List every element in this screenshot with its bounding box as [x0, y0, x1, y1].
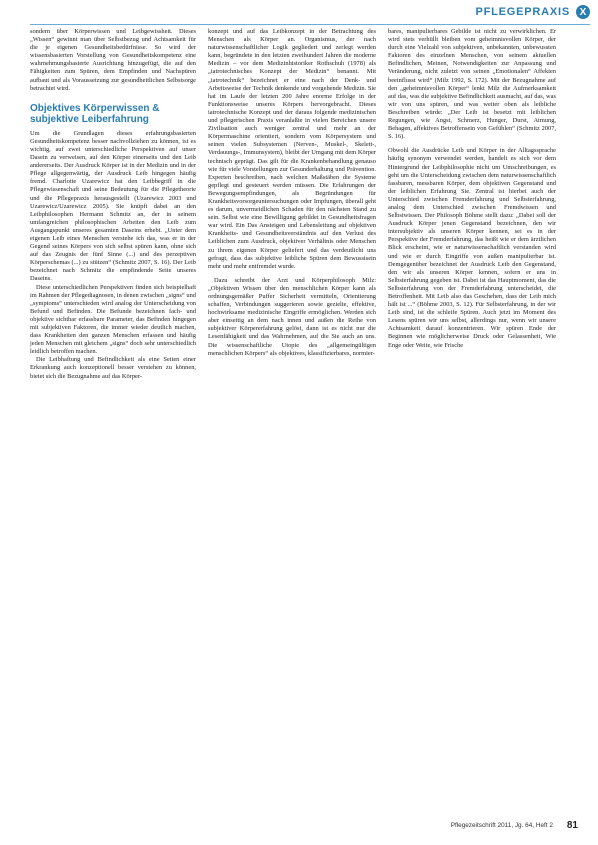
paragraph: Obwohl die Ausdrücke Leib und Körper in der Alltagssprache häufig synonym verwendet werden, handelt es sich vor dem Hintergrund der Leibphilosophie nicht um Umschreibungen, es geht um die Unterscheidung zwischen dem naturwissenschaftlich fassbaren, messbaren Körper, dem objektiven Gegenstand und der leiblichen Erfahrung Sie. Zentral ist hierbei auch der Unterschied zwischen Fremderfahrung und Selbsterfahrung, analog dem Unterschied zwischen Fremdwissen und Selbstwissen. Der Philosoph Böhme stellt dazu: „Dabei soll der Ausdruck Körper jenen Gegenstand bezeichnen, den wir intersubjektiv als unseren Körper kennen, sei es in der Perspektive der Fremderfahrung, das heißt wie er dem ärztlichen Blick erscheint, wie er naturwissenschaftlich verstanden wird und wie er durch Eingriffe von außen manipulierbar ist. Demgegenüber bezeichnet der Ausdruck Leib den Gegenstand, den wir als unseren Körper kennen, sofern er uns in Selbsterfahrung gegeben ist. Dabei ist das Hauptmoment, das die Selbsterfahrung von der Fremderfahrung unterscheidet, die Betroffenheit. Mit Leib also das Geschehen, dass der Leib mich hält ist ...“ (Böhme 2003, S. 12). Für Selbsterfahrung, in der wir Leib sind, ist die schleife Spüren. Auch jetzt im Moment des Lesens spüren wir uns selbst, allerdings nur, wenn wir unsere Achtsamkeit darauf konzentrieren. Wir spüren Ende der Beginnen wie möglicherweise Druck oder Gelassenheit, Wie Enge oder Weite, wie Frische	[388, 147, 556, 349]
paragraph: sondern über Körperwissen und Leibgewissheit. Dieses „Wissen“ gewinnt man über Selbstbezug und Achtsamkeit für die je eigenen Gesundheitsbedürfnisse. So wird der wissensbasierten Vorstellung von Gesundheitskompetenz eine wahrnehmungsbasierte Ausrichtung hinzugefügt, die auf den Fähigkeiten zum Spüren, dem Empfinden und Nachspüren aufbaut und als Voraussetzung zur gesundheitlichen Selbstsorge betrachtet wird.	[30, 28, 196, 92]
header-rule	[30, 24, 590, 25]
paragraph: konzept und auf das Leibkonzept in der Betrachtung des Menschen als Körper an. Organismus, der nach naturwissenschaftlicher Logik gegliedert und zerlegt werden kann, begründete in den letzten zweihundert Jahren die moderne Medizin – vor dem Medizinhistoriker Rothschuh (1978) als „iatrotechnisches Konzept der Medizin“ benannt. Mit „iatrotechnik“ bezeichnet er eine nach der Denk- und Arbeitsweise der Technik denkende und vorgehende Medizin. Sie hat im Laufe der letzten 200 Jahre enorme Erfolge in der Funktionsweise unseres Körpers hervorgebracht. Dieses iatrotechnische Konzept und der daraus folgende medizinischen und pflegerischen Praxis veranlaßte in vielen Bereichen unsere Zivilisation auch weniger zentral und mehr an der Körpermaschine orientiert, sondern vom Körpersystem und seinen vielen Subsystemen (Nerven-, Muskel-, Skelett-, Verdauungs-, Immunsystem), bleibt der Umgang mit dem Körper technisch geprägt. Das gilt für die Krankenbehandlung genauso wie für viele Vorstellungen zur Gesunderhaltung und Prävention. Experten beschreiben, nach welchen Maßstäben die Systeme gepflegt und gesteuert werden müssen. Die Erfahrungen der Bewegungsempfindungen, als Begründungen für Krankheitsvorsorgeuntersuchungen oder Impfungen, überall geht es darum, unvermeidlichen Schaden für den nächsten Stand zu sein. Selbst wie eine Bewilligung gebildet in Gesundheitsfragen war wird. Ein Das Ansteigen und Lebensleitung auf objektiven Krankheits- und Gesundheitsverständnis auf den Verlust des Leiblichen zum Ausdruck, objektiver Verhältnis oder Menschen zu ihrem eigenen Körper geliefert und das verdeutlicht uns gefragt, dass das subjektive leibliche Spüren dem Bewusstsein mehr und mehr entfremdet wurde.	[208, 28, 376, 270]
journal-source: Pflegezeitschrift 2011, Jg. 64, Heft 2	[450, 821, 553, 829]
paragraph: Um die Grundlagen dieses erfahrungsbasierten Gesundheitskompetenz besser nachvollziehen zu können, ist es wichtig, auf zwei unterschiedliche Perspektiven auf unser Dasein zu verweisen, auf den Körper einerseits und den Leib andererseits. Der Ausdruck Körper ist in der Medizin und in der Pflege allgegenwärtig, der Ausdruck Leib hingegen häufig fremd. Charlotte Uzarewicz hat den Leibbegriff in die Pflegewissenschaft und seine Bedeutung für die Pflegetheorie und die Pflegepraxis herausgestellt (Uzarewicz 2003 und Uzarewicz/Uzarewicz 2005). Sie knüpft dabei an den Leibphilosophen Hermann Schmitz an, der in seinem umfangreichen philosophischen Arbeiten den Leib zum Ausgangspunkt unseres gesamten Daseins erhebt. „Unter dem eigenen Leib eines Menschen verstehe ich das, was er in der Gegend seines Körpers von sich selbst spüren kann, ohne sich auf das Zeugnis der fünf Sinne (...) und des perzeptiven Körperschemas (...) zu stützen“ (Schmitz 2007, S. 16). Der Leib bezeichnet nach Schmitz die empfindende Seite unseres Daseins.	[30, 129, 196, 283]
text-column-2	[208, 28, 376, 358]
page-number: 81	[566, 819, 578, 831]
paragraph: Dazu schreibt der Arzt und Körperphilosoph Milz: „Objektiven Wissen über den menschlichen Körper kann als ordnungsgemäßer Puffer Sicherheit vermitteln, Orientierung schaffen, Verbindungen suggerieren sowie gezielte, effektive, hochwirksame medizinische Eingriffe ermöglichen. Werden sich aber einseitig an dem nach innen und außen die Reihe von subjektiver Körpererfahrung gelöst, dann ist es nicht nur die Lesenfähigkeit und das Wahrnehmen, auf die Sie auch an uns. Die wissenschaftliche Utopie des „allgemeingültigen menschlichen Körpers“ als objektives, klassifizierbares, normier-	[208, 276, 376, 357]
paragraph: Diese unterschiedlichen Perspektiven finden sich beispielhaft im Rahmen der Pflegediagnosen, in denen zwischen „signs“ und „symptoms“ unterschieden wird analog der Unterscheidung von Befund und Befinden. Die Befunde bezeichnen fach- und objektive sichtbar erfassbare Parameter, das Befinden hingegen mit subjektiven Faktoren, die immer wieder deutlich machen, dass Krankheiten den ganzen Menschen erfassen und häufig jeden Menschen mit gleichem „signs“ doch sehr unterschiedlich leidlich betroffen machen.	[30, 283, 196, 356]
text-column-3	[388, 28, 556, 350]
text-column-1	[30, 28, 196, 381]
section-title: PFLEGEPRAXIS	[475, 6, 570, 18]
section-heading: Objektives Körperwissen & subjektive Leiberfahrung	[30, 102, 160, 125]
page-footer	[380, 818, 590, 832]
close-x-icon: X	[576, 5, 590, 19]
paragraph: bares, manipulierbares Gebilde ist nicht zu verwirklichen. Er wird stets verhüllt bleiben vom geheimnisvollen Körper, der durch eine Vielzahl von subjektiven, unbekannten, unbewussten Faktoren des einzelnen Menschen, von seinem aktuellen Befindlichen, Meinen, Notwendigkeiten zur Anpassung und Veränderung, nicht zuletzt von seinen „Emotionalen“ Affekten beeinflusst wird“ (Milz 1992, S. 172). Mit der Bezugnahme auf den „geheimnisvollen Körper“ lenkt Milz die Aufmerksamkeit auf das, was die subjektive Befindlichkeit ausmacht, auf das, was wir von uns spüren, und was weiter oben als leibliche Beschreiben würde: „Der Leib ist besetzt mit leiblichen Regungen, wie Angst, Schmerz, Hunger, Durst, Atmung, Behagen, affektives Betroffensein von Gefühlen“ (Schmitz 2007, S. 16).	[388, 28, 556, 141]
paragraph: Die Leibhaftung und Befindlichkeit als eine Seiten einer Erkrankung auch konzeptionell besser verstehen zu können, bietet sich die Bezugnahme auf das Körper-	[30, 356, 196, 380]
page-header	[428, 0, 598, 24]
